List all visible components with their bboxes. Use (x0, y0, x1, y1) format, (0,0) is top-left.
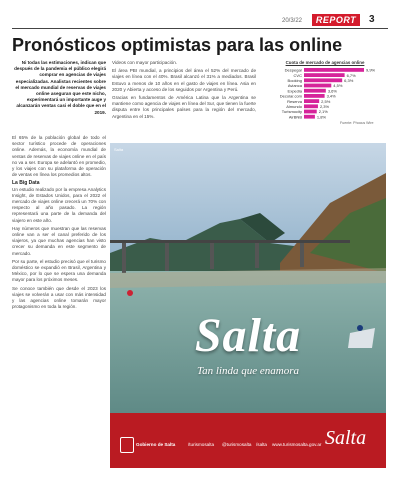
page-number: 3 (369, 14, 375, 25)
section-tag: REPORT (312, 14, 360, 26)
instagram-handle[interactable]: @turismosalta (222, 442, 252, 447)
value-label: 6,7% (346, 72, 356, 78)
bar (304, 68, 364, 72)
ad-footer (110, 413, 386, 468)
issue-date: 20/3/22 (282, 18, 303, 24)
salta-logo: Salta (325, 427, 367, 449)
paragraph: El 65% de la población global de todo el sector turístico procede de operaciones online. Además, la economía mundial de ventas de reservas de viajes online en el país no va a ser. Europa se adelantó en promedio, y los viajes con su plataforma de operación de ventas en línea los promedios altos. (12, 135, 106, 178)
bar (304, 84, 331, 88)
bar (304, 94, 325, 98)
chart-source: Fuente: Phocus Wire (340, 121, 374, 125)
government-seal-icon (120, 437, 134, 453)
paragraph: El área PBI mundial, a principios del área el 52% del mercado de viajes en línea con el 40%. Brasil alcanzó el 31% a mediados. Brasil Estuvo a menos de 10 años en el gasto de viajes en línea. Asia en 2020 y Abierta y acceso de los seguidos por Argentina y Perú. (112, 68, 256, 92)
chart-title: Cuota de mercado de agencias online (285, 60, 365, 65)
category-label: Decolar.com (279, 93, 302, 99)
salta-advertisement (110, 143, 386, 468)
value-label: 3,4% (326, 93, 336, 99)
bar (304, 89, 326, 93)
bar (304, 104, 318, 108)
category-label: Despegar (284, 67, 302, 73)
paragraph: Por su parte, el estudio precisó que el turismo doméstico se expandió en Brasil, Argentina y México, por lo que se espera una demanda mayor para los próximos meses. (12, 258, 106, 283)
bar (304, 99, 319, 103)
bar (304, 115, 315, 119)
category-label: Turismocity (281, 109, 302, 115)
article-column-left (12, 135, 106, 312)
category-label: Booking (287, 78, 302, 83)
value-label: 2,3% (319, 104, 330, 109)
bar (304, 73, 345, 77)
facebook-handle[interactable]: /turismosalta (188, 442, 215, 447)
value-label: 6,3% (344, 78, 354, 83)
value-label: 4,5% (333, 83, 343, 89)
value-label: 9,9% (366, 67, 376, 73)
ad-headline: Salta (194, 309, 302, 362)
ad-tagline: Tan linda que enamora (197, 365, 299, 377)
category-label: CVC (293, 72, 302, 78)
bar (304, 78, 342, 82)
category-label: Avianca (287, 83, 302, 89)
header-rule (12, 28, 388, 29)
paragraph: Un estudio realizado por la empresa Analytics Insight, de Estados Unidos, para el 2022 el mercado de viajes online crecerá un 70% con respecto al año pasado. La región representará una parte de la demanda del viajero en este año. (12, 186, 106, 223)
ad-top-label: Salta (114, 147, 124, 152)
article-lead: Ni todas las estimaciones, indican que después de la pandemia el público elegirá comprar en agencias de viajes especializadas. Analistas recientes sobre el mercado mundial de reservas de viajes online aseguran que este nicho, experimentará un importante auge y alcanzarán ventas casi el doble que en el 2019. (14, 60, 106, 115)
value-label: 3,6% (327, 88, 337, 94)
market-share-chart (262, 60, 388, 130)
article-column-top (112, 60, 256, 122)
value-label: 2,1% (318, 109, 328, 115)
website-link[interactable]: www.turismosalta.gov.ar (272, 442, 322, 447)
category-label: Almundo (286, 104, 302, 109)
youtube-handle[interactable]: /salta (256, 442, 267, 447)
subhead: La Big Data (12, 180, 40, 187)
paragraph: Hay números que muestran que las reservas online van a ser el canal preferido de los viajeros, ya que muchas agencias han visto crecer su demanda en este segmento de mercado. (12, 225, 106, 256)
article-title: Pronósticos optimistas para las online (12, 35, 343, 55)
value-label: 2,5% (321, 98, 331, 104)
value-label: 1,8% (316, 114, 327, 120)
paragraph: Videos con mayor participación. (112, 60, 178, 65)
bar (304, 110, 317, 114)
category-label: Expedia (287, 88, 302, 94)
government-label: Gobierno de Salta (136, 442, 176, 447)
category-label: AirBNB (288, 114, 302, 120)
paragraph: Gracias en fundamentos de América Latina que la Argentina se mantiene como agencia de viajes en línea del Sur, que tienen la fuerte disputa entre los principales países para la región del mercado, Argentina en el 15%. (112, 95, 256, 119)
chart-svg (262, 65, 388, 125)
paragraph: Se conoce también que desde el 2023 los viajes se volverán a usar con más intensidad y las agencias online tomarán mayor protagonismo en toda la región. (12, 285, 106, 310)
category-label: Reserva (287, 98, 302, 104)
